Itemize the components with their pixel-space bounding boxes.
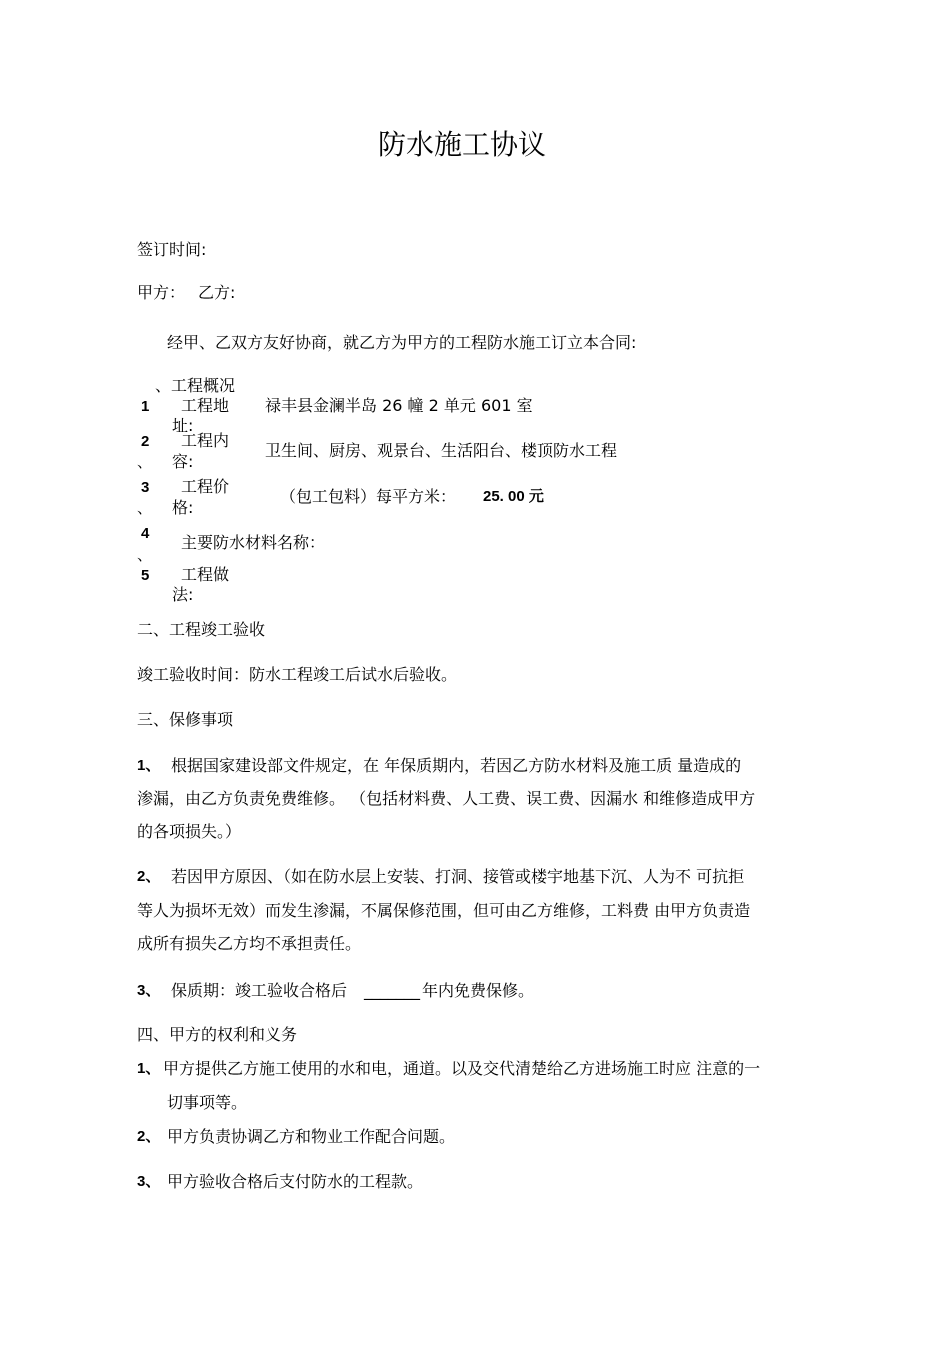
warranty-p2-line2: 等人为损坏无效）而发生渗漏，不属保修范围，但可由乙方维修，工料费 由甲方负责造 (137, 901, 751, 920)
section1-heading: 、工程概况 (155, 376, 236, 395)
warranty-p3-number: 3、 (137, 982, 161, 999)
warranty-p2-line3: 成所有损失乙方均不承担责任。 (137, 934, 362, 953)
item2-separator: 、 (137, 453, 153, 471)
warranty-p1-number: 1、 (137, 757, 161, 774)
partya-item1-line2: 切事项等。 (167, 1093, 248, 1112)
section2-text: 竣工验收时间：防水工程竣工后试水后验收。 (137, 665, 458, 684)
partya-item2-number: 2、 (137, 1128, 161, 1145)
warranty-p3-text-before: 保质期：竣工验收合格后 (171, 981, 348, 1000)
item4-number: 4 (141, 525, 150, 542)
partya-item2-line1: 甲方负责协调乙方和物业工作配合问题。 (167, 1127, 456, 1146)
item5-number: 5 (141, 567, 150, 584)
warranty-p1-line2: 渗漏，由乙方负责免费维修。 （包括材料费、人工费、误工费、因漏水 和维修造成甲方 (137, 789, 756, 808)
section4-heading: 四、甲方的权利和义务 (137, 1025, 298, 1044)
partya-item1-line1: 甲方提供乙方施工使用的水和电，通道。以及交代清楚给乙方进场施工时应 注意的一 (163, 1059, 761, 1078)
section2-heading: 二、工程竣工验收 (137, 620, 266, 639)
partya-item1-number: 1、 (137, 1060, 161, 1077)
item4-separator: 、 (137, 546, 153, 564)
item4-label: 主要防水材料名称： (181, 533, 326, 552)
item1-label-top: 工程地 (181, 396, 230, 415)
warranty-period-blank: _______ (364, 981, 420, 1000)
partya-item3-line1: 甲方验收合格后支付防水的工程款。 (167, 1172, 424, 1191)
item3-number: 3 (141, 479, 150, 496)
item3-label-bottom: 格: (172, 498, 194, 517)
section3-heading: 三、保修事项 (137, 710, 234, 729)
warranty-p2-number: 2、 (137, 868, 161, 885)
item2-label-top: 工程内 (181, 431, 230, 450)
sign-time-label: 签订时间: (137, 240, 207, 259)
item3-value-prefix: （包工包料）每平方米： (280, 487, 457, 506)
item1-label-bottom: 址: (172, 416, 194, 435)
document-title: 防水施工协议 (378, 128, 547, 161)
item5-label-top: 工程做 (181, 565, 230, 584)
warranty-p1-line1: 根据国家建设部文件规定，在 年保质期内，若因乙方防水材料及施工质 量造成的 (171, 756, 742, 775)
intro-paragraph: 经甲、乙双方友好协商，就乙方为甲方的工程防水施工订立本合同: (167, 333, 637, 352)
warranty-p1-line3: 的各项损失。） (137, 822, 242, 841)
party-a-label: 甲方： (137, 283, 186, 302)
warranty-p3-text-after: 年内免费保修。 (422, 981, 535, 1000)
item5-label-bottom: 法: (172, 585, 194, 604)
item3-separator: 、 (137, 499, 153, 517)
warranty-p2-line1: 若因甲方原因、（如在防水层上安装、打洞、接管或楼宇地基下沉、人为不 可抗拒 (171, 867, 745, 886)
item2-number: 2 (141, 433, 150, 450)
item1-value: 禄丰县金澜半岛 26 幢 2 单元 601 室 (265, 396, 533, 415)
item2-value: 卫生间、厨房、观景台、生活阳台、楼顶防水工程 (265, 441, 618, 460)
partya-item3-number: 3、 (137, 1173, 161, 1190)
item2-label-bottom: 容: (172, 452, 194, 471)
party-b-label: 乙方: (198, 283, 236, 302)
item3-label-top: 工程价 (181, 477, 230, 496)
item3-value-amount: 25. 00 元 (483, 488, 544, 505)
item1-number: 1 (141, 398, 150, 415)
